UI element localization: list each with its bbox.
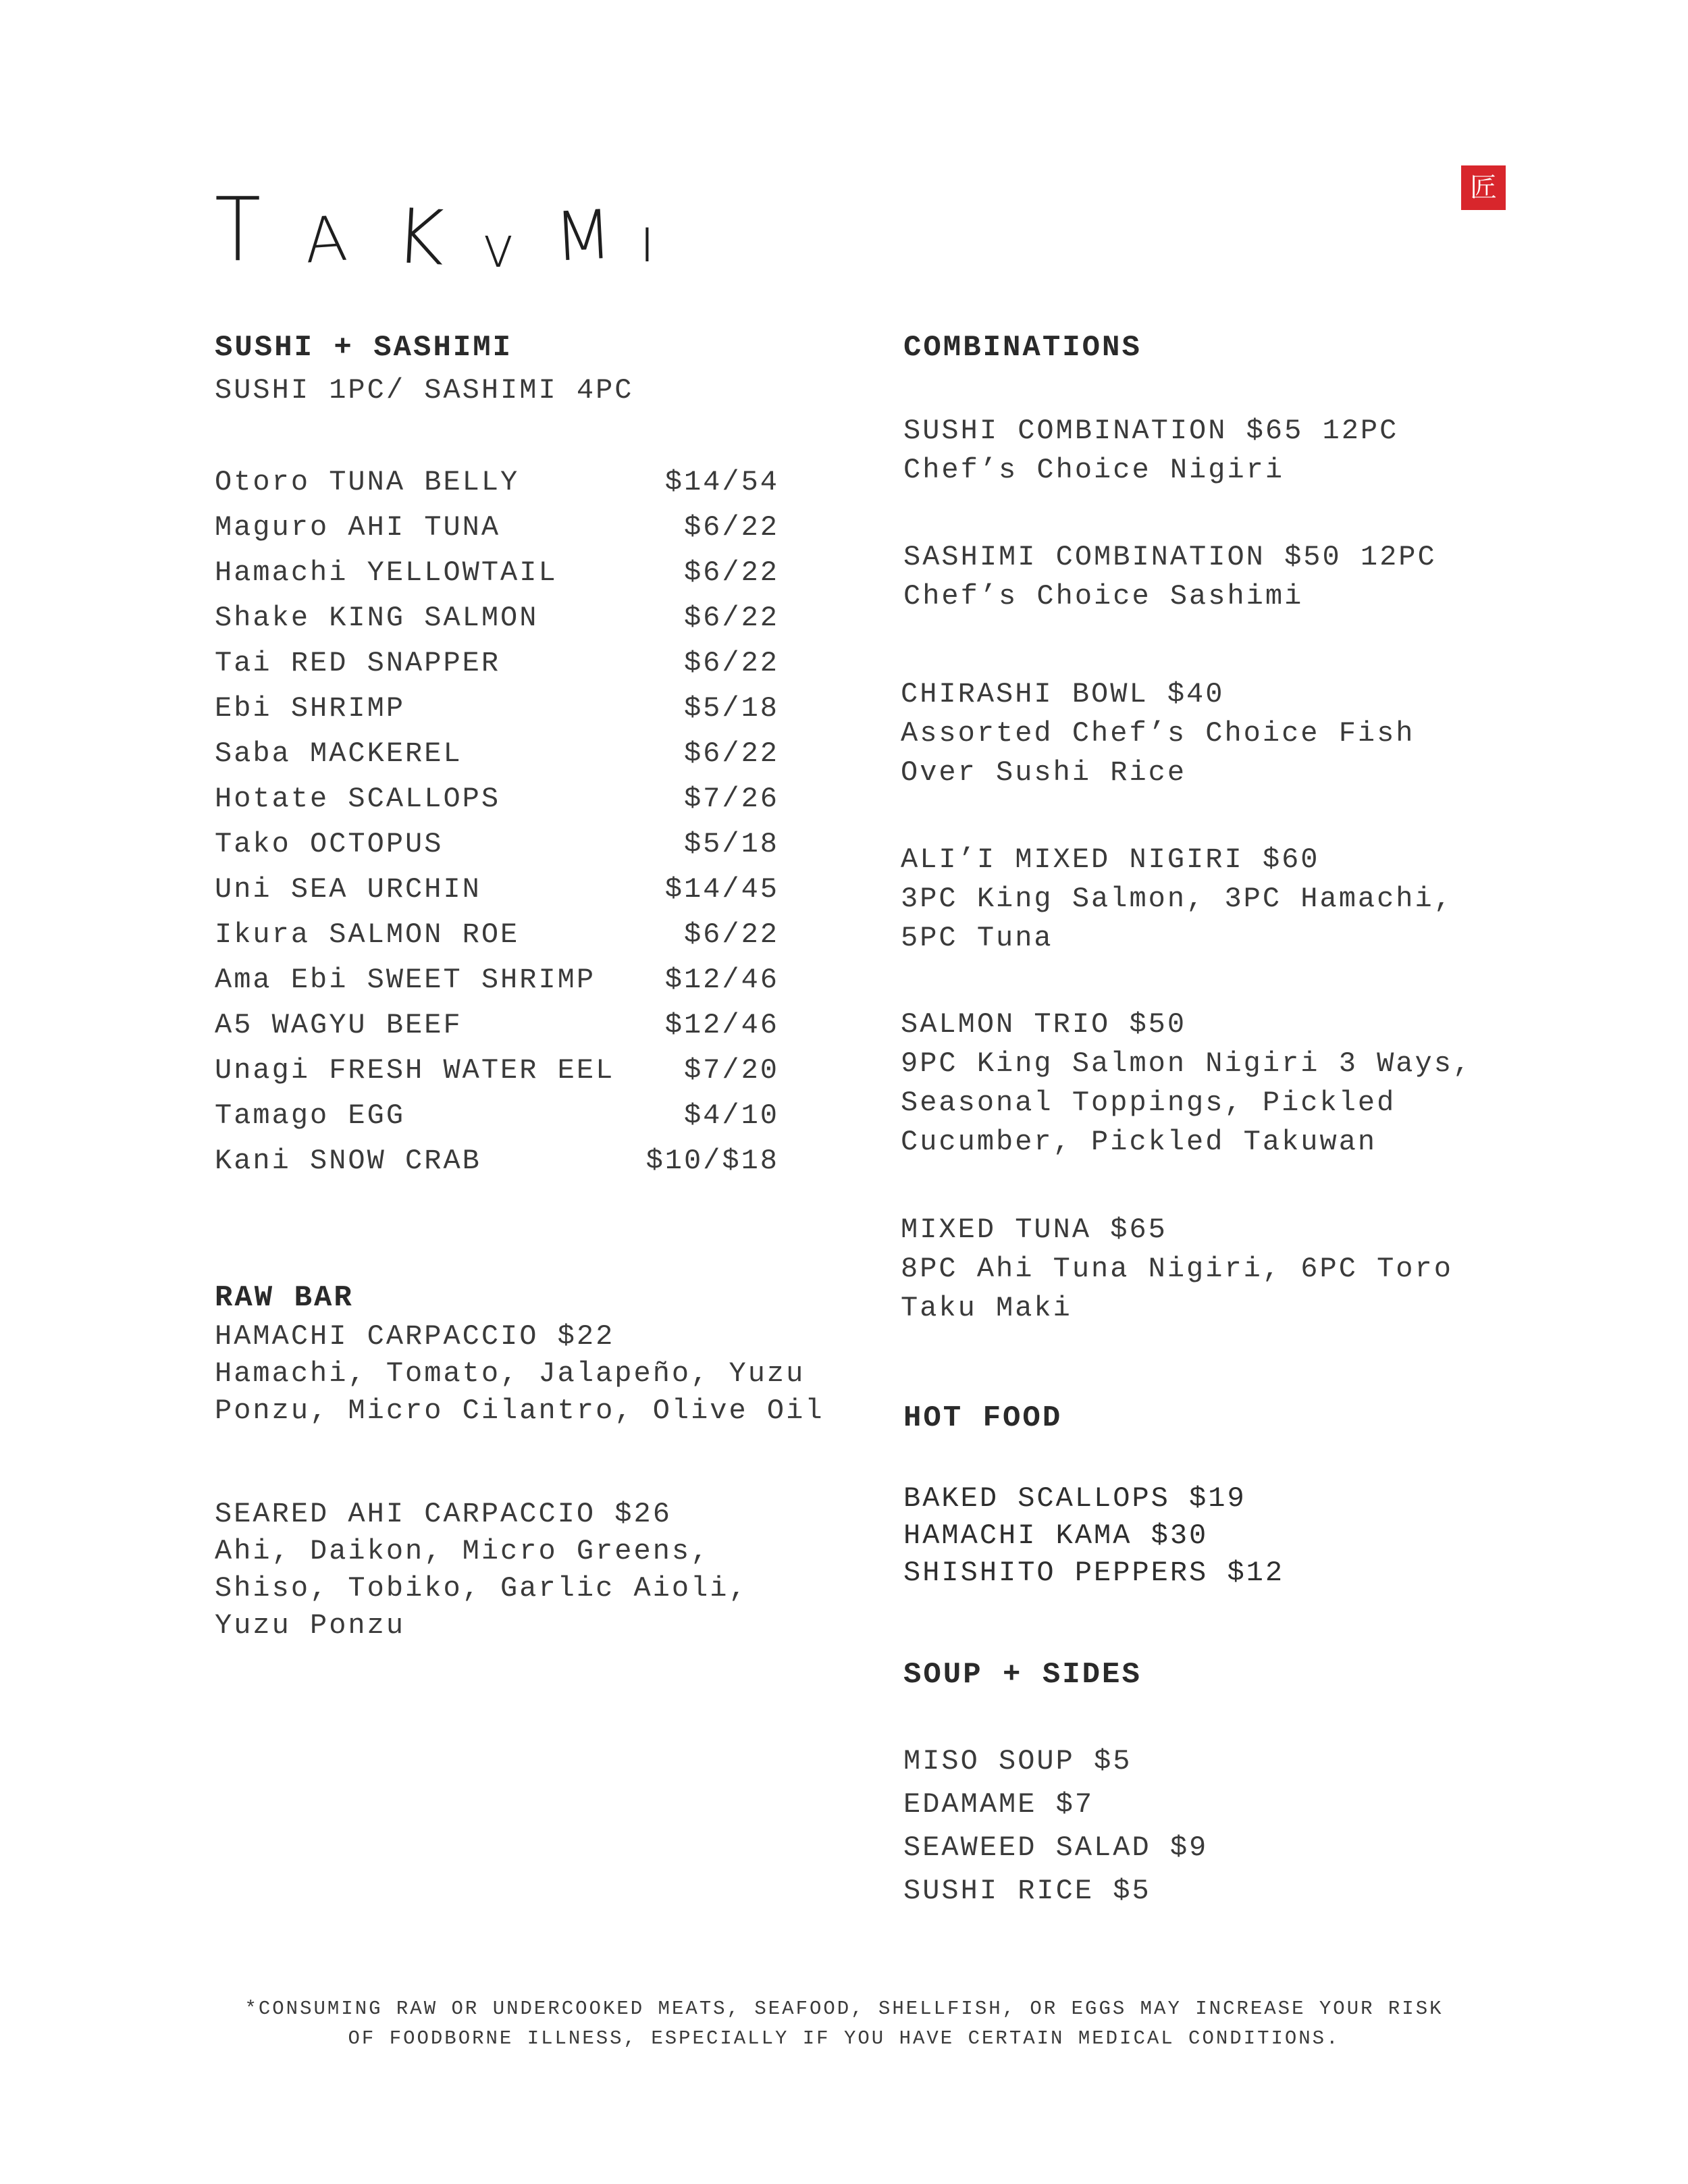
takumi-logo: T A K v M ı: [215, 179, 656, 283]
combination-item-desc: 3PC King Salmon, 3PC Hamachi,: [901, 883, 1453, 915]
menu-item: [215, 828, 779, 866]
item-price: $4/10: [683, 1099, 779, 1132]
item-price: $7/20: [683, 1054, 779, 1087]
raw-bar-heading: RAW BAR: [215, 1281, 354, 1315]
menu-item: [215, 556, 779, 594]
combination-item-desc: Seasonal Toppings, Pickled: [901, 1087, 1396, 1119]
hot-food-item: SHISHITO PEPPERS $12: [903, 1557, 1285, 1589]
menu-item: [215, 511, 779, 549]
item-name: Hamachi YELLOWTAIL: [215, 556, 558, 589]
soup-sides-item: EDAMAME $7: [903, 1788, 1094, 1821]
combination-item-title: SASHIMI COMBINATION $50 12PC: [903, 541, 1437, 573]
raw-bar-item-desc: Yuzu Ponzu: [215, 1609, 406, 1642]
item-name: Ama Ebi SWEET SHRIMP: [215, 964, 596, 996]
soup-sides-item: MISO SOUP $5: [903, 1745, 1132, 1777]
item-name: Hotate SCALLOPS: [215, 783, 501, 815]
raw-bar-item-desc: Ahi, Daikon, Micro Greens,: [215, 1535, 710, 1567]
menu-item: [215, 692, 779, 730]
disclaimer-line: *CONSUMING RAW OR UNDERCOOKED MEATS, SEAFOOD, SHELLFISH, OR EGGS MAY INCREASE YOUR RISK: [244, 1998, 1444, 2020]
combination-item-desc: Chef’s Choice Sashimi: [903, 580, 1304, 613]
item-price: $5/18: [683, 692, 779, 725]
combination-item-title: CHIRASHI BOWL $40: [901, 678, 1225, 710]
hot-food-item: BAKED SCALLOPS $19: [903, 1482, 1246, 1515]
item-name: A5 WAGYU BEEF: [215, 1009, 463, 1041]
item-name: Tai RED SNAPPER: [215, 647, 501, 679]
menu-item: [215, 602, 779, 640]
combination-item-desc: 8PC Ahi Tuna Nigiri, 6PC Toro: [901, 1253, 1453, 1285]
combination-item-desc: Cucumber, Pickled Takuwan: [901, 1126, 1377, 1158]
combination-item-desc: 5PC Tuna: [901, 922, 1053, 954]
menu-item: [215, 647, 779, 685]
soup-sides-item: SEAWEED SALAD $9: [903, 1831, 1209, 1864]
hot-food-item: HAMACHI KAMA $30: [903, 1519, 1209, 1552]
soup-sides-item: SUSHI RICE $5: [903, 1875, 1151, 1907]
raw-bar-item-title: HAMACHI CARPACCIO $22: [215, 1320, 615, 1353]
menu-item: [215, 737, 779, 775]
item-name: Ikura SALMON ROE: [215, 918, 520, 951]
raw-bar-item-desc: Hamachi, Tomato, Jalapeño, Yuzu: [215, 1357, 806, 1390]
item-name: Uni SEA URCHIN: [215, 873, 481, 906]
item-name: Otoro TUNA BELLY: [215, 466, 520, 498]
item-name: Shake KING SALMON: [215, 602, 539, 634]
item-name: Kani SNOW CRAB: [215, 1145, 481, 1177]
item-price: $7/26: [683, 783, 779, 815]
menu-item: [215, 873, 779, 911]
combinations-heading: COMBINATIONS: [903, 331, 1142, 365]
menu-item: [215, 918, 779, 956]
combination-item-desc: Over Sushi Rice: [901, 756, 1187, 789]
item-price: $5/18: [683, 828, 779, 860]
combination-item-title: SUSHI COMBINATION $65 12PC: [903, 415, 1399, 447]
menu-item: [215, 783, 779, 821]
soup-sides-heading: SOUP + SIDES: [903, 1658, 1142, 1692]
item-price: $6/22: [683, 647, 779, 679]
menu-item: [215, 1099, 779, 1137]
combination-item-title: SALMON TRIO $50: [901, 1008, 1187, 1041]
sushi-sashimi-subtitle: SUSHI 1PC/ SASHIMI 4PC: [215, 374, 634, 407]
item-price: $6/22: [683, 556, 779, 589]
stamp-char: 匠: [1470, 172, 1497, 203]
item-price: $6/22: [683, 918, 779, 951]
combination-item-title: MIXED TUNA $65: [901, 1214, 1167, 1246]
menu-item: [215, 466, 779, 504]
takumi-stamp-icon: [1461, 165, 1506, 210]
combination-item-title: ALI’I MIXED NIGIRI $60: [901, 843, 1320, 876]
item-price: $6/22: [683, 602, 779, 634]
item-name: Saba MACKEREL: [215, 737, 463, 770]
item-price: $14/45: [664, 873, 779, 906]
combination-item-desc: Chef’s Choice Nigiri: [903, 454, 1285, 486]
item-name: Maguro AHI TUNA: [215, 511, 501, 544]
item-price: $12/46: [664, 964, 779, 996]
raw-bar-item-desc: Ponzu, Micro Cilantro, Olive Oil: [215, 1395, 824, 1427]
item-name: Ebi SHRIMP: [215, 692, 406, 725]
hot-food-heading: HOT FOOD: [903, 1401, 1063, 1435]
menu-item: [215, 1009, 779, 1047]
item-name: Tako OCTOPUS: [215, 828, 444, 860]
item-price: $6/22: [683, 737, 779, 770]
combination-item-desc: Taku Maki: [901, 1292, 1072, 1324]
combination-item-desc: Assorted Chef’s Choice Fish: [901, 717, 1415, 750]
menu-item: [215, 1054, 779, 1092]
item-price: $14/54: [664, 466, 779, 498]
item-price: $12/46: [664, 1009, 779, 1041]
menu-item: [215, 964, 779, 1002]
disclaimer-line: OF FOODBORNE ILLNESS, ESPECIALLY IF YOU HAVE CERTAIN MEDICAL CONDITIONS.: [348, 2027, 1340, 2050]
combination-item-desc: 9PC King Salmon Nigiri 3 Ways,: [901, 1047, 1473, 1080]
raw-bar-item-desc: Shiso, Tobiko, Garlic Aioli,: [215, 1572, 748, 1605]
item-name: Tamago EGG: [215, 1099, 406, 1132]
menu-item: [215, 1145, 779, 1182]
item-price: $10/$18: [645, 1145, 779, 1177]
item-price: $6/22: [683, 511, 779, 544]
sushi-sashimi-heading: SUSHI + SASHIMI: [215, 331, 513, 365]
raw-bar-item-title: SEARED AHI CARPACCIO $26: [215, 1498, 672, 1530]
item-name: Unagi FRESH WATER EEL: [215, 1054, 615, 1087]
